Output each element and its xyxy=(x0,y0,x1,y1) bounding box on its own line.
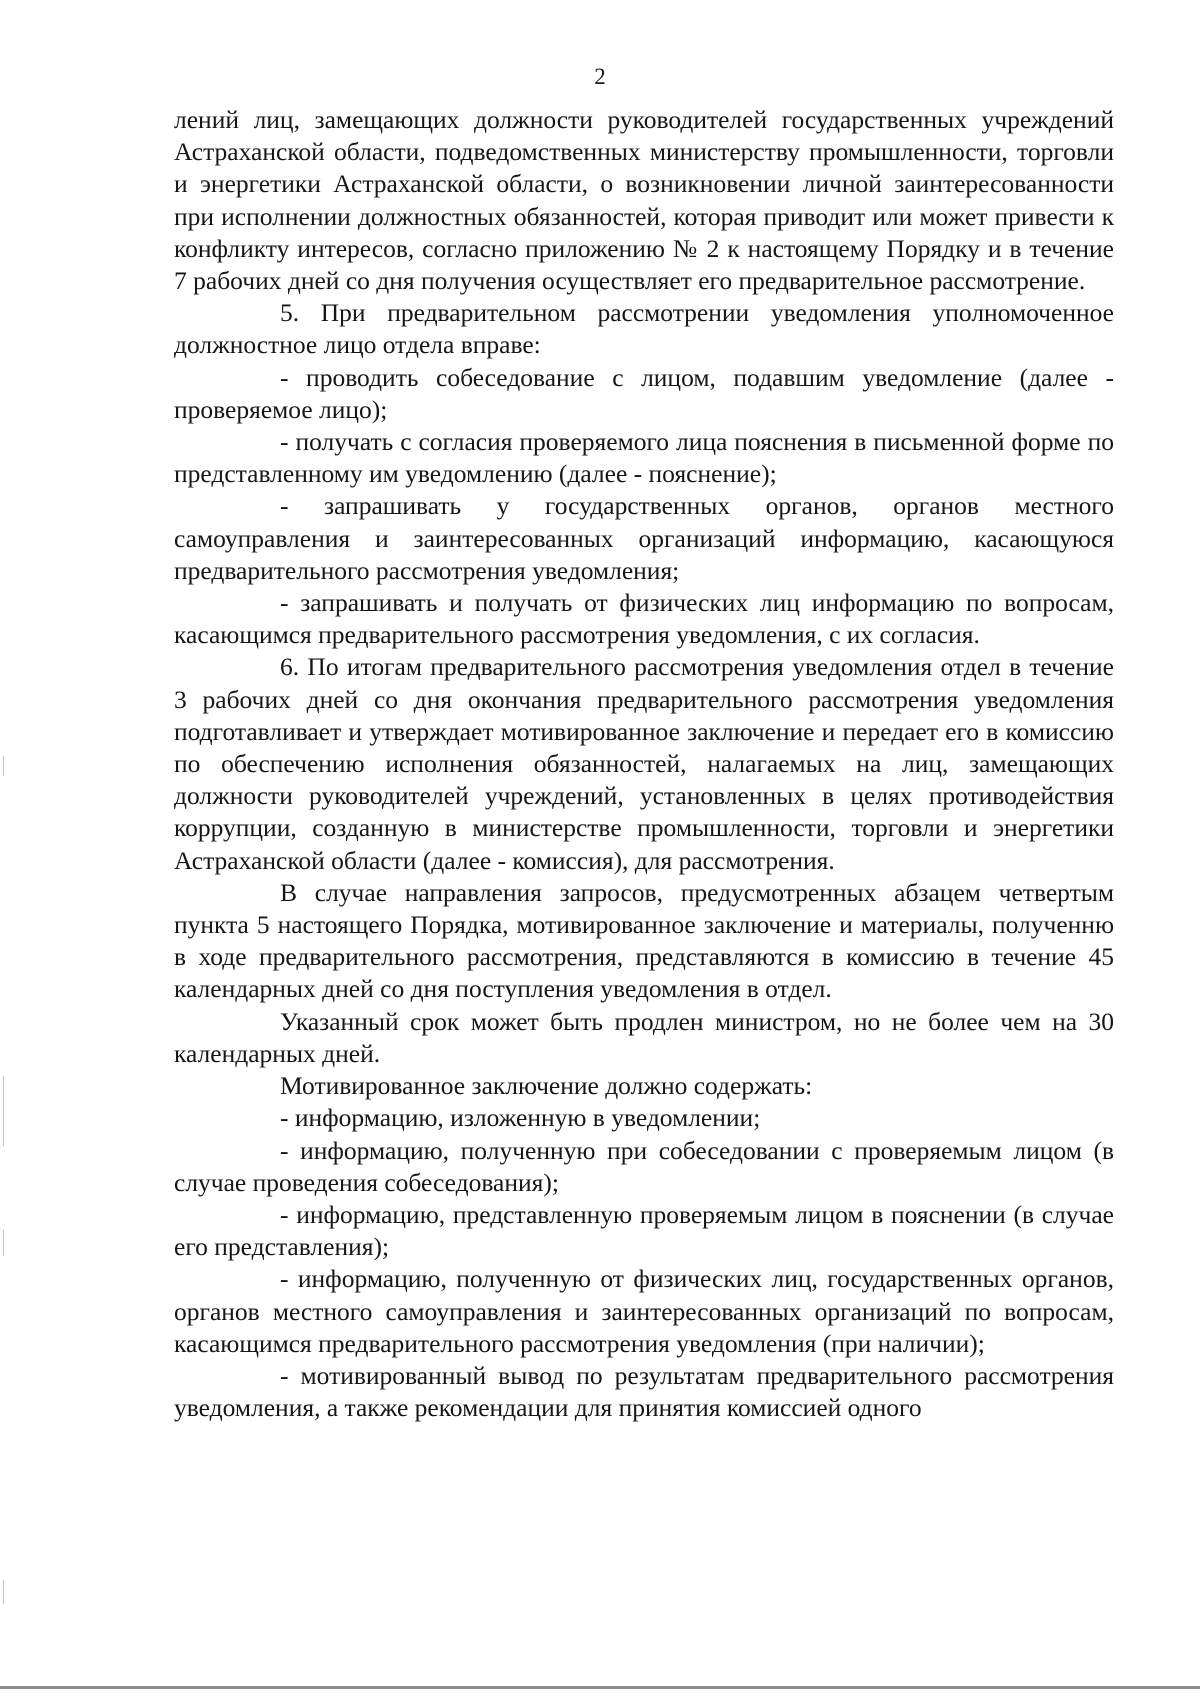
paragraph-list-item: - запрашивать и получать от физических лиц информацию по вопросам, касающимся предварительного рассмотрения уведомления, с их согласия. xyxy=(174,588,1114,650)
paragraph-list-item: - проводить собеседование с лицом, подавшим уведомление (далее - проверяемое лицо); xyxy=(174,362,1114,424)
paragraph-item-6: 6. По итогам предварительного рассмотрения уведомления отдел в течение 3 рабочих дней со дня окончания предварительного рассмотрения уведомления подготавливает и утверждает мотивированное заключение и передает его в комиссию по обеспечению исполнения обязанностей, налагаемых на лиц, замещающих должности руководителей учреждений, установленных в целях противодействия коррупции, созданную в министерстве промышленности, торговли и энергетики Астраханской области (далее - комиссия), для рассмотрения. xyxy=(174,652,1114,875)
paragraph: Мотивированное заключение должно содержать: xyxy=(280,1071,813,1101)
scan-edge-mark xyxy=(3,756,4,776)
paragraph: В случае направления запросов, предусмотренных абзацем четвертым пункта 5 настоящего Порядка, мотивированное заключение и материалы, полученню в ходе предварительного рассмотрения, представляются в комиссию в течение 45 календарных дней со дня поступления уведомления в отдел. xyxy=(174,877,1114,1004)
paragraph-list-item: - информацию, изложенную в уведомлении; xyxy=(280,1103,761,1133)
paragraph: Указанный срок может быть продлен министром, но не более чем на 30 календарных дней. xyxy=(174,1006,1114,1068)
scan-edge-mark xyxy=(3,1076,4,1146)
paragraph-list-item: - мотивированный вывод по результатам предварительного рассмотрения уведомления, а также рекомендации для принятия комиссией одного xyxy=(174,1360,1114,1423)
scan-edge-mark xyxy=(3,1230,4,1256)
page-bottom-edge xyxy=(0,1686,1200,1689)
page-number: 2 xyxy=(594,64,606,89)
scan-edge-mark xyxy=(3,1580,4,1604)
paragraph-list-item: - информацию, представленную проверяемым лицом в пояснении (в случае его представления); xyxy=(174,1199,1114,1262)
paragraph-list-item: - информацию, полученную от физических лиц, государственных органов, органов местного самоуправления и заинтересованных организаций по вопросам, касающимся предварительного рассмотрения уведомления (при наличии); xyxy=(174,1264,1114,1358)
paragraph-continuation: лений лиц, замещающих должности руководителей государственных учреждений Астраханской области, подведомственных министерству промышленности, торговли и энергетики Астраханской области, о возникновении личной заинтересованности при исполнении должностных обязанностей, которая приводит или может привести к конфликту интересов, согласно приложению № 2 к настоящему Порядку и в течение 7 рабочих дней со дня получения осуществляет его предварительное рассмотрение. xyxy=(174,105,1114,296)
paragraph-item-5: 5. При предварительном рассмотрении уведомления уполномоченное должностное лицо отдела вправе: xyxy=(174,298,1114,360)
paragraph-list-item: - запрашивать у государственных органов, органов местного самоуправления и заинтересованных организаций информацию, касающуюся предварительного рассмотрения уведомления; xyxy=(174,491,1114,585)
document-body xyxy=(174,104,1114,1424)
paragraph-list-item: - информацию, полученную при собеседовании с проверяемым лицом (в случае проведения собеседования); xyxy=(174,1135,1114,1197)
paragraph-list-item: - получать с согласия проверяемого лица пояснения в письменной форме по представленному им уведомлению (далее - пояснение); xyxy=(174,427,1114,489)
